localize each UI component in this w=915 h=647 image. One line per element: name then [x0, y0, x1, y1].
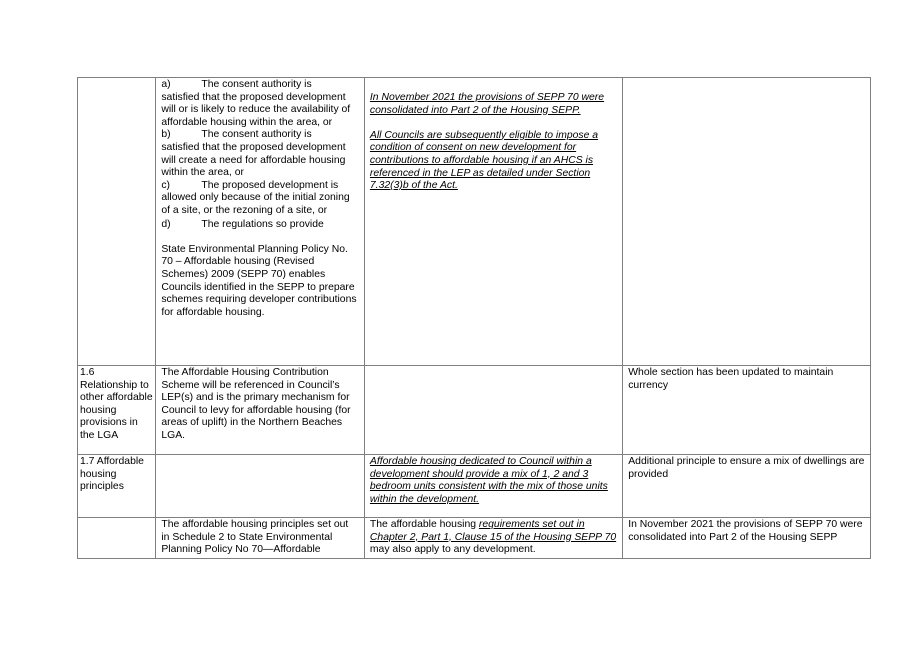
list-item: b) The consent authority is	[161, 129, 312, 141]
comment-cell: Additional principle to ensure a mix of dwellings are provided	[623, 455, 871, 518]
amendment-paragraph: In November 2021 the provisions of SEPP 70 were consolidated into Part 2 of the Housing SEPP.	[369, 92, 605, 116]
sepp-paragraph: State Environmental Planning Policy No. 70 – Affordable housing (Revised Schemes) 2009 (SEPP 70) enables Councils identified in the SEPP to prepare schemes requiring developer contributions for affordable housing.	[161, 243, 357, 318]
amended-text-cell: The affordable housing requirements set out in Chapter 2, Part 1, Clause 15 of the Housing SEPP 70 may also apply to any development.	[364, 518, 622, 559]
comment-cell: In November 2021 the provisions of SEPP 70 were consolidated into Part 2 of the Housing SEPP	[623, 518, 871, 559]
list-item: d) The regulations so provide	[161, 218, 324, 230]
comment-cell	[623, 78, 871, 366]
amended-text-cell	[364, 78, 622, 366]
section-cell	[78, 518, 156, 559]
list-item-text: satisfied that the proposed development will or is likely to reduce the availability of affordable housing within the area, or	[161, 91, 351, 128]
list-item: c) The proposed development is	[161, 179, 339, 191]
section-cell	[78, 78, 156, 366]
amended-text-cell	[364, 366, 622, 455]
current-text-cell: The Affordable Housing Contribution Scheme will be referenced in Council’s LEP(s) and is the primary mechanism for Council to levy for affordable housing (for areas of uplift) in the Northern Beaches LGA.	[156, 366, 365, 455]
list-item-text: satisfied that the proposed development will create a need for affordable housing within the area, or	[161, 141, 346, 179]
table-row	[78, 455, 871, 518]
underlined-requirements: requirements set out in Chapter 2, Part 1, Clause 15 of the Housing SEPP 70	[369, 519, 617, 543]
amendments-table	[77, 77, 871, 559]
amended-text-cell: Affordable housing dedicated to Council within a development should provide a mix of 1, 2 and 3 bedroom units consistent with the mix of those units within the development.	[364, 455, 622, 518]
section-cell: 1.7 Affordable housing principles	[78, 455, 156, 518]
comment-cell: Whole section has been updated to maintain currency	[623, 366, 871, 455]
table-row	[78, 518, 871, 559]
amendment-paragraph: All Councils are subsequently eligible to impose a condition of consent on new development for contributions to affordable housing if an AHCS is referenced in the LEP as detailed under Section 7.32(3)b of the Act.	[369, 129, 599, 192]
table-row	[78, 78, 871, 366]
section-cell: 1.6 Relationship to other affordable housing provisions in the LGA	[78, 366, 156, 455]
table-row	[78, 366, 871, 455]
current-text-cell: The affordable housing principles set out in Schedule 2 to State Environmental Planning Policy No 70—Affordable	[156, 518, 365, 559]
current-text-cell	[156, 455, 365, 518]
list-item: a) The consent authority is	[161, 79, 312, 90]
list-item-text: allowed only because of the initial zoning of a site, or the rezoning of a site, or	[161, 192, 350, 216]
current-text-cell	[156, 78, 365, 366]
